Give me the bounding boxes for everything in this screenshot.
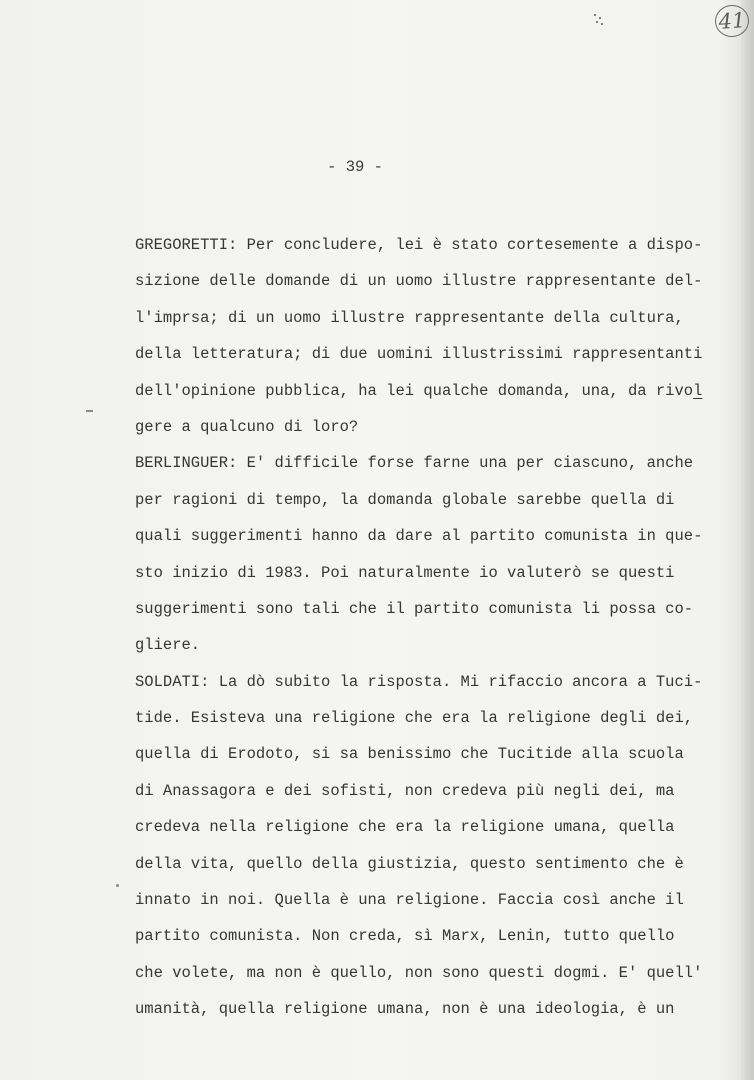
text-line: gere a qualcuno di loro? [135,417,359,436]
text-line: della letteratura; di due uomini illustrissimi rappresentanti [135,345,703,364]
text-line: credeva nella religione che era la religione umana, quella [135,818,675,837]
speck-mark [594,14,604,26]
margin-mark [86,410,93,412]
transcript-body [135,227,715,1028]
text-line-main: dell'opinione pubblica, ha lei qualche domanda, una, da rivo [135,381,694,400]
text-line: quella di Erodoto, si sa benissimo che Tucitide alla scuola [135,745,684,764]
text-line: sizione delle domande di un uomo illustre rappresentante del- [135,272,703,291]
text-line: della vita, quello della giustizia, questo sentimento che è [135,854,684,873]
text-line: suggerimenti sono tali che il partito comunista li possa co- [135,599,694,618]
text-line: innato in noi. Quella è una religione. Faccia così anche il [135,891,684,910]
text-line: tide. Esisteva una religione che era la religione degli dei, [135,709,694,728]
text-line: l'imprsa; di un uomo illustre rappresentante della cultura, [135,308,684,327]
text-line [135,373,715,409]
text-line: gliere. [135,636,201,655]
handwritten-page-number: 41 [714,4,750,38]
text-line: GREGORETTI: Per concludere, lei è stato cortesemente a dispo- [135,236,703,254]
text-line: SOLDATI: La dò subito la risposta. Mi rifaccio ancora a Tuci- [135,672,703,691]
text-line: sto inizio di 1983. Poi naturalmente io valuterò se questi [135,563,675,582]
text-line: che volete, ma non è quello, non sono questi dogmi. E' quell' [135,963,703,982]
scan-edge [741,0,754,1080]
margin-dot [116,884,119,887]
text-line: di Anassagora e dei sofisti, non credeva più negli dei, ma [135,781,675,800]
text-line: umanità, quella religione umana, non è una ideologia, è un [135,1000,675,1019]
underlined-char: l [693,381,703,400]
text-line: quali suggerimenti hanno da dare al partito comunista in que- [135,527,703,546]
text-line: partito comunista. Non creda, sì Marx, Lenin, tutto quello [135,927,675,946]
text-line: per ragioni di tempo, la domanda globale sarebbe quella di [135,490,675,509]
page-number: - 39 - [327,158,383,176]
text-line: BERLINGUER: E' difficile forse farne una per ciascuno, anche [135,454,694,473]
